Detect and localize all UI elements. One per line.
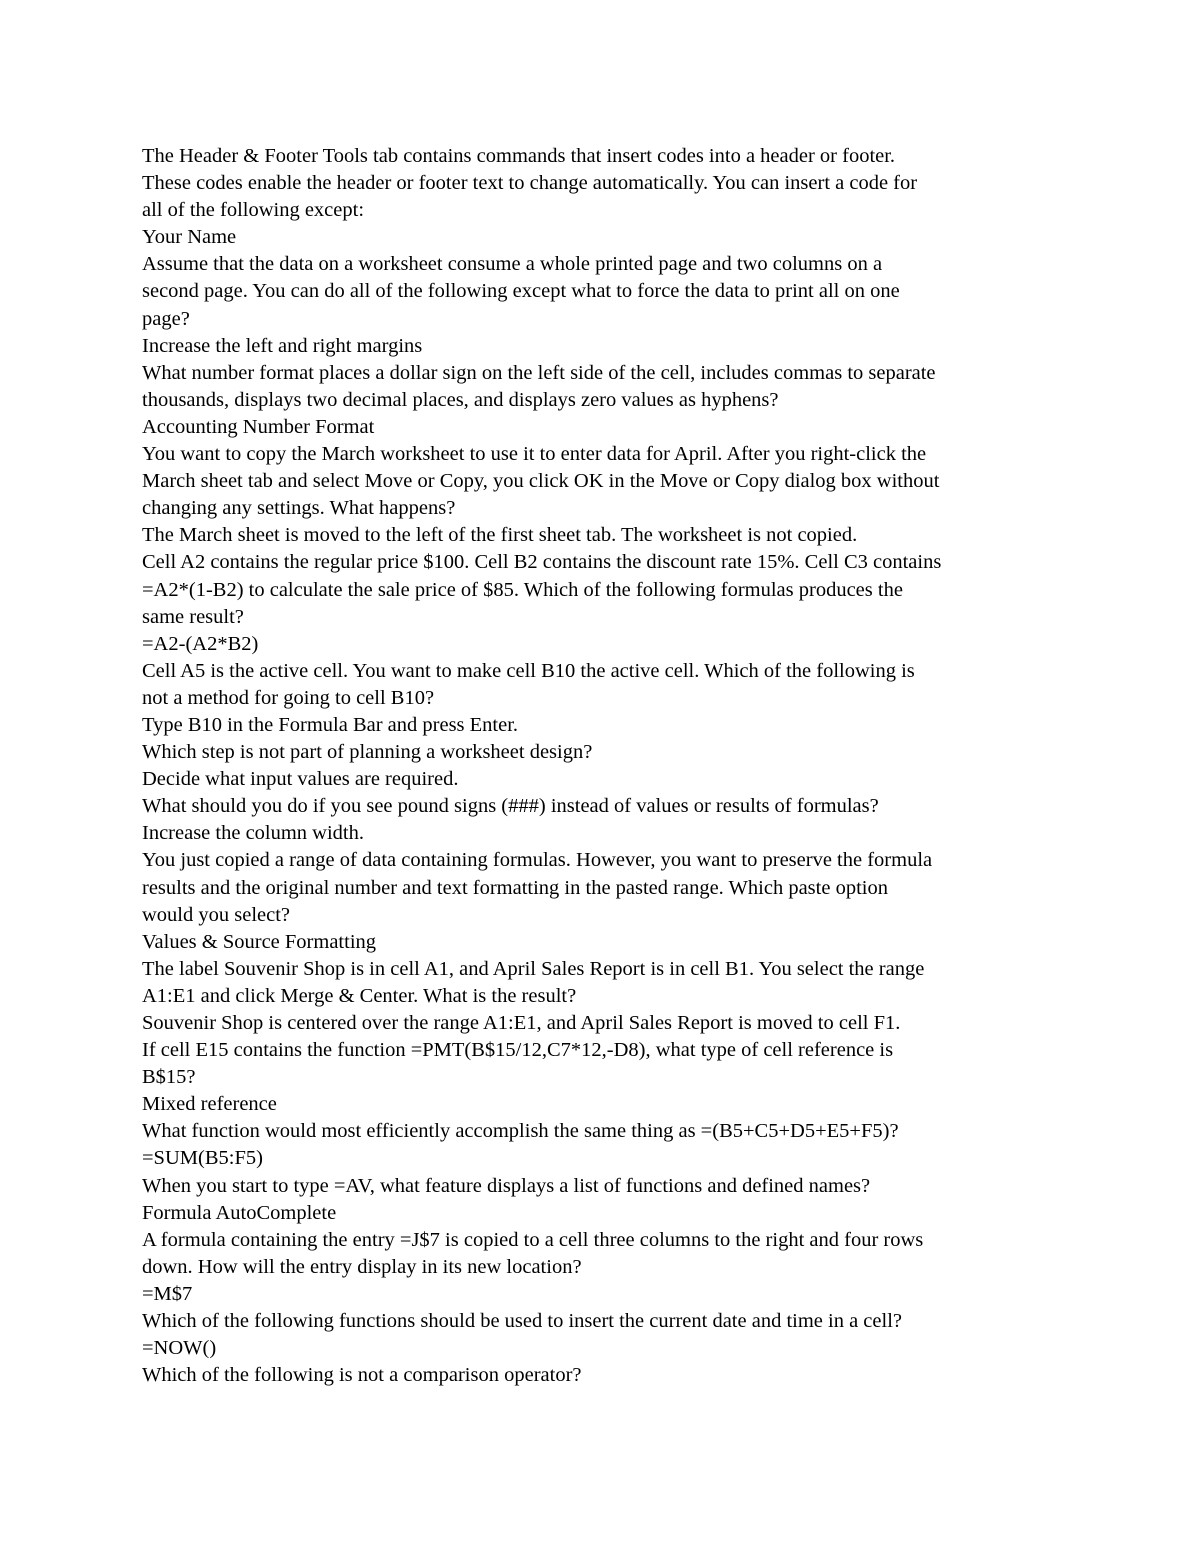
text-line: The label Souvenir Shop is in cell A1, and April Sales Report is in cell B1. You select the range: [142, 957, 925, 980]
text-line: not a method for going to cell B10?: [142, 686, 435, 709]
text-line: =SUM(B5:F5): [142, 1147, 263, 1170]
text-line: A formula containing the entry =J$7 is copied to a cell three columns to the right and four rows: [142, 1228, 924, 1251]
text-line: The Header & Footer Tools tab contains commands that insert codes into a header or footer.: [142, 145, 896, 167]
text-line: What number format places a dollar sign on the left side of the cell, includes commas to separate: [142, 361, 936, 384]
text-line: Assume that the data on a worksheet consume a whole printed page and two columns on a: [142, 253, 883, 276]
text-line: Mixed reference: [142, 1093, 277, 1116]
text-line: You just copied a range of data containing formulas. However, you want to preserve the formula: [142, 849, 933, 872]
text-line: all of the following except:: [142, 199, 365, 222]
text-line: What function would most efficiently accomplish the same thing as =(B5+C5+D5+E5+F5)?: [142, 1120, 899, 1143]
text-line: March sheet tab and select Move or Copy, you click OK in the Move or Copy dialog box without: [142, 470, 940, 493]
text-line: Cell A2 contains the regular price $100. Cell B2 contains the discount rate 15%. Cell C3 contains: [142, 551, 942, 574]
text-line: B$15?: [142, 1066, 196, 1089]
text-line: These codes enable the header or footer text to change automatically. You can insert a code for: [142, 172, 918, 195]
text-line: Increase the left and right margins: [142, 334, 423, 357]
text-line: results and the original number and text formatting in the pasted range. Which paste option: [142, 876, 888, 899]
text-line: Which step is not part of planning a worksheet design?: [142, 741, 593, 764]
text-line: Increase the column width.: [142, 822, 365, 845]
text-line: down. How will the entry display in its new location?: [142, 1255, 582, 1278]
text-line: The March sheet is moved to the left of the first sheet tab. The worksheet is not copied.: [142, 524, 858, 547]
text-line: Souvenir Shop is centered over the range A1:E1, and April Sales Report is moved to cell F1.: [142, 1012, 901, 1034]
text-line: Decide what input values are required.: [142, 768, 459, 791]
text-line: If cell E15 contains the function =PMT(B$15/12,C7*12,-D8), what type of cell reference is: [142, 1039, 894, 1062]
text-line: would you select?: [142, 903, 291, 926]
text-line: Cell A5 is the active cell. You want to make cell B10 the active cell. Which of the following is: [142, 659, 915, 682]
text-line: Your Name: [142, 226, 237, 249]
text-line: =A2-(A2*B2): [142, 632, 259, 655]
text-line: Which of the following functions should be used to insert the current date and time in a cell?: [142, 1310, 902, 1333]
text-line: Formula AutoComplete: [142, 1201, 337, 1224]
text-line: page?: [142, 307, 190, 330]
text-line: Which of the following is not a comparison operator?: [142, 1364, 582, 1387]
text-line: You want to copy the March worksheet to use it to enter data for April. After you right-click the: [142, 443, 927, 466]
text-line: changing any settings. What happens?: [142, 497, 456, 520]
document-body: [142, 143, 1072, 1389]
text-line: Type B10 in the Formula Bar and press Enter.: [142, 713, 519, 736]
text-line: =M$7: [142, 1282, 193, 1305]
text-line: What should you do if you see pound signs (###) instead of values or results of formulas?: [142, 795, 879, 818]
text-line: same result?: [142, 605, 244, 628]
text-line: =A2*(1-B2) to calculate the sale price of $85. Which of the following formulas produces the: [142, 578, 903, 601]
text-line: thousands, displays two decimal places, and displays zero values as hyphens?: [142, 388, 779, 411]
text-line: second page. You can do all of the following except what to force the data to print all on one: [142, 280, 900, 303]
text-line: =NOW(): [142, 1337, 217, 1360]
text-line: Values & Source Formatting: [142, 930, 377, 953]
text-line: When you start to type =AV, what feature displays a list of functions and defined names?: [142, 1174, 871, 1197]
text-line: A1:E1 and click Merge & Center. What is the result?: [142, 984, 577, 1007]
text-line: Accounting Number Format: [142, 415, 375, 438]
